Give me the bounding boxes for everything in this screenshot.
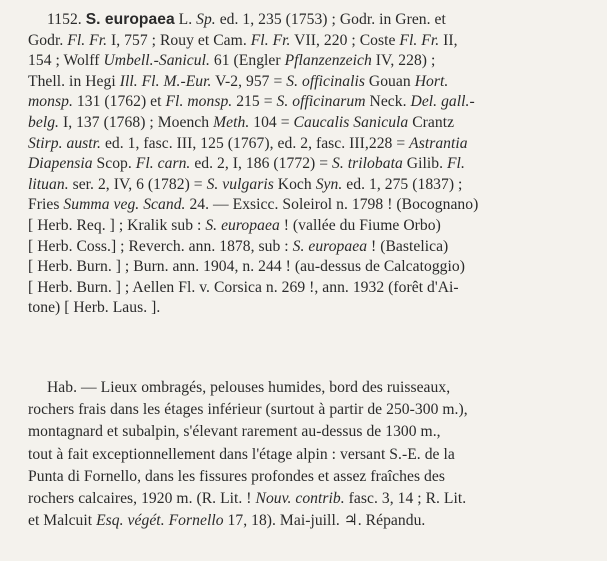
habitat-line bbox=[28, 467, 583, 487]
entry-line bbox=[28, 154, 583, 174]
italic-run: Meth. bbox=[213, 114, 250, 131]
entry-line bbox=[28, 72, 583, 92]
text-run: ed. 2, I, 186 (1772) = bbox=[190, 155, 333, 173]
entry-line bbox=[28, 113, 583, 133]
italic-run: Syn. bbox=[315, 175, 343, 193]
italic-run: Nouv. contrib. bbox=[255, 490, 345, 507]
text-run: Gilib. bbox=[402, 155, 447, 173]
text-run: ser. 2, IV, 6 (1782) = bbox=[68, 175, 207, 193]
text-run: Punta di Fornello, dans les fissures profondes et assez fraîches des bbox=[28, 467, 445, 485]
italic-run: Fl. monsp. bbox=[165, 93, 233, 111]
text-run: tone) [ Herb. Laus. ]. bbox=[28, 299, 161, 317]
text-run: 131 (1762) et bbox=[72, 93, 166, 111]
entry-line bbox=[28, 51, 583, 71]
italic-run: Pflanzenzeich bbox=[284, 52, 372, 70]
habitat-line bbox=[28, 511, 583, 531]
italic-run: Fl. carn. bbox=[135, 155, 191, 173]
italic-run: Fl. bbox=[446, 155, 465, 173]
entry-line bbox=[28, 216, 583, 236]
italic-run: S. europaea bbox=[292, 237, 368, 255]
entry-number: 1152. bbox=[47, 11, 82, 28]
text-run: 61 (Engler bbox=[209, 52, 285, 70]
text-run: ! (Bastelica) bbox=[367, 237, 449, 255]
text-run: ed. 1, 235 (1753) ; Godr. in Gren. et bbox=[215, 11, 446, 28]
entry-line bbox=[28, 31, 583, 51]
text-run: [ Herb. Burn. ] ; Aellen Fl. v. Corsica n. 269 !, ann. 1932 (forêt d'Ai- bbox=[28, 278, 459, 296]
italic-run: S. trilobata bbox=[332, 155, 403, 173]
text-run: [ Herb. Coss.] ; Reverch. ann. 1878, sub : bbox=[28, 237, 293, 255]
text-run: 215 = bbox=[232, 93, 277, 111]
italic-run: Esq. végét. Fornello bbox=[96, 512, 224, 530]
habitat-line bbox=[28, 489, 583, 509]
text-run: L. bbox=[178, 11, 197, 28]
habitat-line bbox=[28, 445, 583, 465]
text-run: ed. 1, fasc. III, 125 (1767), ed. 2, fasc. III,228 = bbox=[101, 134, 410, 152]
italic-run: Fl. Fr. bbox=[399, 31, 440, 49]
entry-line bbox=[28, 237, 583, 257]
text-run: Neck. bbox=[365, 93, 411, 111]
text-run: VII, 220 ; Coste bbox=[290, 31, 400, 49]
text-run: Koch bbox=[273, 175, 316, 193]
text-run: 24. — Exsicc. Soleirol n. 1798 ! (Bocognano) bbox=[185, 196, 479, 214]
italic-run: Ill. Fl. M.-Eur. bbox=[119, 72, 212, 90]
text-run: rochers frais dans les étages inférieur (surtout à partir de 250-300 m.), bbox=[28, 401, 468, 419]
text-run: V-2, 957 = bbox=[211, 72, 287, 90]
italic-run: lituan. bbox=[28, 175, 69, 193]
text-run: et Malcuit bbox=[28, 512, 97, 530]
italic-run: Summa veg. Scand. bbox=[63, 196, 186, 214]
habitat-line bbox=[28, 422, 583, 442]
italic-run: belg. bbox=[28, 114, 59, 131]
entry-line bbox=[28, 298, 583, 318]
italic-run: S. vulgaris bbox=[206, 175, 274, 193]
entry-line bbox=[28, 278, 583, 298]
entry-line-0 bbox=[179, 11, 446, 28]
italic-run: Stirp. austr. bbox=[28, 134, 102, 152]
italic-run: Hort. bbox=[414, 72, 449, 90]
italic-run: Sp. bbox=[196, 11, 216, 28]
entry-line bbox=[28, 257, 583, 277]
italic-run: Del. gall.- bbox=[410, 93, 475, 111]
text-run: rochers calcaires, 1920 m. (R. Lit. ! bbox=[28, 490, 256, 507]
text-run: Thell. in Hegi bbox=[28, 72, 120, 90]
entry-line bbox=[28, 92, 583, 112]
text-run: [ Herb. Burn. ] ; Burn. ann. 1904, n. 244 ! (au-dessus de Calcatoggio) bbox=[28, 258, 466, 276]
italic-run: Caucalis Sanicula bbox=[293, 114, 409, 131]
text-run: 17, 18). Mai-juill. ♃. Répandu. bbox=[223, 512, 426, 530]
italic-run: Umbell.-Sanicul. bbox=[103, 52, 210, 70]
italic-run: Astrantia bbox=[409, 134, 468, 152]
text-run: [ Herb. Req. ] ; Kralik sub : bbox=[28, 217, 206, 234]
italic-run: Diapensia bbox=[28, 155, 93, 173]
entry-line bbox=[28, 195, 583, 215]
italic-run: monsp. bbox=[28, 93, 73, 111]
italic-run: S. officinarum bbox=[276, 93, 366, 111]
text-run: Godr. bbox=[28, 31, 68, 49]
text-run: ! (vallée du Fiume Orbo) bbox=[279, 217, 441, 234]
text-run: Scop. bbox=[92, 155, 136, 173]
text-run: IV, 228) ; bbox=[371, 52, 436, 70]
entry-line bbox=[28, 134, 583, 154]
habitat-first-line bbox=[47, 378, 583, 398]
species-name: S. europaea bbox=[85, 11, 175, 28]
text-run: Hab. — Lieux ombragés, pelouses humides, bord des ruisseaux, bbox=[47, 379, 451, 396]
habitat-line bbox=[28, 400, 583, 420]
italic-run: Fl. Fr. bbox=[250, 31, 291, 49]
text-run: montagnard et subalpin, s'élevant rarement au-dessus de 1300 m., bbox=[28, 423, 441, 441]
text-run: fasc. 3, 14 ; R. Lit. bbox=[344, 490, 467, 507]
text-run: ed. 1, 275 (1837) ; bbox=[342, 175, 463, 193]
entry-line bbox=[28, 175, 583, 195]
text-run: Gouan bbox=[364, 72, 415, 90]
italic-run: S. europaea bbox=[205, 217, 280, 234]
text-run: II, bbox=[439, 31, 458, 49]
italic-run: S. officinalis bbox=[286, 72, 365, 90]
text-run: tout à fait exceptionnellement dans l'étage alpin : versant S.-E. de la bbox=[28, 445, 455, 463]
text-run: I, 137 (1768) ; Moench bbox=[59, 114, 214, 131]
entry-first-line bbox=[47, 10, 583, 30]
text-run: Crantz bbox=[408, 114, 455, 131]
italic-run: Fl. Fr. bbox=[67, 31, 108, 49]
text-run: I, 757 ; Rouy et Cam. bbox=[107, 31, 251, 49]
text-run: Fries bbox=[28, 196, 64, 214]
text-run: 154 ; Wolff bbox=[28, 52, 104, 70]
text-run: 104 = bbox=[249, 114, 294, 131]
